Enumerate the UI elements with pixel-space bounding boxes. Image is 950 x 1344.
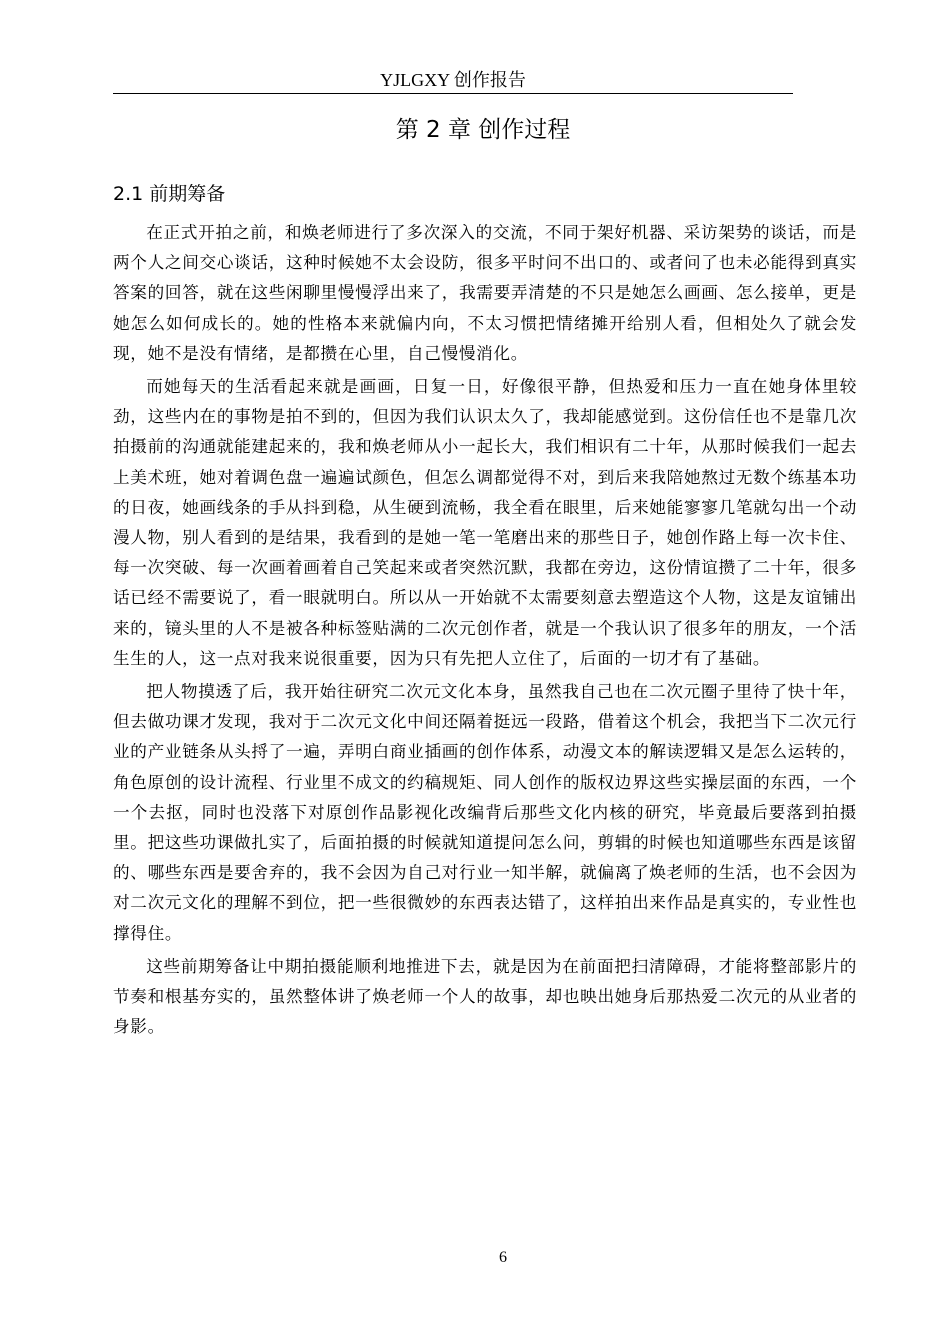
page-number: 6 <box>499 1249 507 1266</box>
paragraph: 这些前期筹备让中期拍摄能顺利地推进下去，就是因为在前面把扫清障碍，才能将整部影片的节奏和根基夯实的，虽然整体讲了焕老师一个人的故事，却也映出她身后那热爱二次元的从业者的身影。 <box>113 956 857 1037</box>
header-divider <box>113 93 793 94</box>
paragraph: 把人物摸透了后，我开始往研究二次元文化本身，虽然我自己也在二次元圈子里待了快十年，但去做功课才发现，我对于二次元文化中间还隔着挺远一段路，借着这个机会，我把当下二次元行业的产业链条从头捋了一遍，弄明白商业插画的创作体系，动漫文本的解读逻辑又是怎么运转的，角色原创的设计流程、行业里不成文的约稿规矩、同人创作的版权边界这些实操层面的东西，一个一个去抠，同时也没落下对原创作品影视化改编背后那些文化内核的研究，毕竟最后要落到拍摄里。把这些功课做扎实了，后面拍摄的时候就知道提问怎么问，剪辑的时候也知道哪些东西是该留的、哪些东西是要舍弃的，我不会因为自己对行业一知半解，就偏离了焕老师的生活，也不会因为对二次元文化的理解不到位，把一些很微妙的东西表达错了，这样拍出来作品是真实的，专业性也撑得住。 <box>113 682 857 943</box>
body-text <box>113 218 857 1045</box>
section-title: 2.1 前期筹备 <box>113 183 226 205</box>
chapter-title: 第 2 章 创作过程 <box>395 117 571 143</box>
paragraph: 在正式开拍之前，和焕老师进行了多次深入的交流，不同于架好机器、采访架势的谈话，而是两个人之间交心谈话，这种时候她不太会设防，很多平时问不出口的、或者问了也未必能得到真实答案的回答，就在这些闲聊里慢慢浮出来了，我需要弄清楚的不只是她怎么画画、怎么接单，更是她怎么如何成长的。她的性格本来就偏内向，不太习惯把情绪摊开给别人看，但相处久了就会发现，她不是没有情绪，是都攒在心里，自己慢慢消化。 <box>113 223 857 363</box>
paragraph: 而她每天的生活看起来就是画画，日复一日，好像很平静，但热爱和压力一直在她身体里较劲，这些内在的事物是拍不到的，但因为我们认识太久了，我却能感觉到。这份信任也不是靠几次拍摄前的沟通就能建起来的，我和焕老师从小一起长大，我们相识有二十年，从那时候我们一起去上美术班，她对着调色盘一遍遍试颜色，但怎么调都觉得不对，到后来我陪她熬过无数个练基本功的日夜，她画线条的手从抖到稳，从生硬到流畅，我全看在眼里，后来她能寥寥几笔就勾出一个动漫人物，别人看到的是结果，我看到的是她一笔一笔磨出来的那些日子，她创作路上每一次卡住、每一次突破、每一次画着画着自己笑起来或者突然沉默，我都在旁边，这份情谊攒了二十年，很多话已经不需要说了，看一眼就明白。所以从一开始就不太需要刻意去塑造这个人物，这是友谊铺出来的，镜头里的人不是被各种标签贴满的二次元创作者，就是一个我认识了很多年的朋友，一个活生生的人，这一点对我来说很重要，因为只有先把人立住了，后面的一切才有了基础。 <box>113 377 857 668</box>
running-header: YJLGXY 创作报告 <box>380 70 526 90</box>
